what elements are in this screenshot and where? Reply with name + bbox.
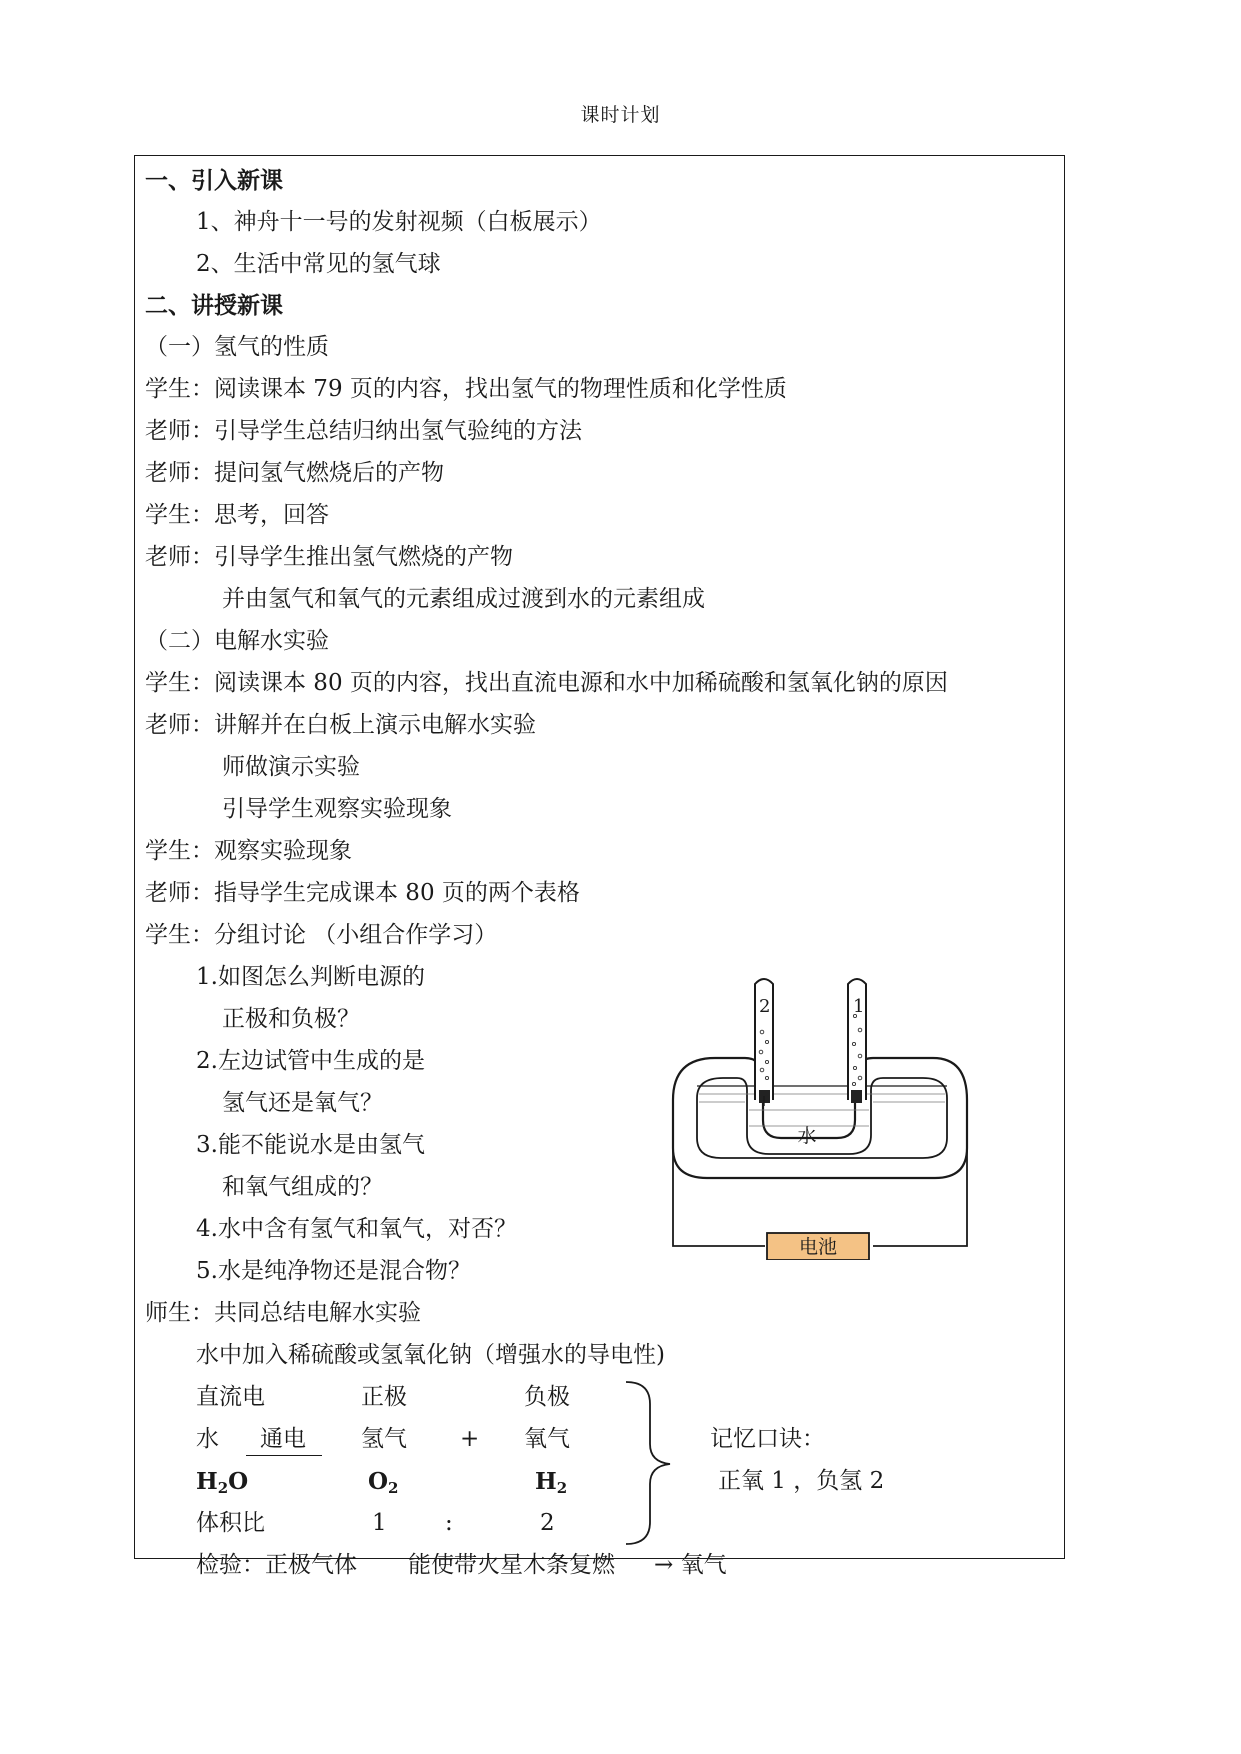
cell-outer-wall xyxy=(673,1058,967,1178)
check-label: 检验：正极气体 xyxy=(196,1552,357,1578)
cell-inner-wall xyxy=(697,1078,947,1158)
section-heading-teach: 二、讲授新课 xyxy=(145,292,283,319)
row4-ratio-2: 2 xyxy=(540,1510,555,1536)
row2-water: 水 xyxy=(196,1426,219,1452)
part2-line: 引导学生观察实验现象 xyxy=(222,796,452,822)
check-result: → 氧气 xyxy=(654,1552,727,1578)
part1-line: 并由氢气和氧气的元素组成过渡到水的元素组成 xyxy=(222,586,705,612)
question: 氢气还是氧气？ xyxy=(222,1090,383,1116)
part1-line: 老师：引导学生总结归纳出氢气验纯的方法 xyxy=(145,418,582,444)
part2-line: 学生：观察实验现象 xyxy=(145,838,352,864)
water-label: 水 xyxy=(797,1125,817,1147)
wire-right xyxy=(873,1120,967,1246)
formula-oxygen: $O_2$ xyxy=(368,1468,399,1497)
intro-item-1: 1、神舟十一号的发射视频（白板展示） xyxy=(196,209,602,235)
intro-item-2: 2、生活中常见的氢气球 xyxy=(196,251,441,277)
reaction-arrow-line xyxy=(246,1455,322,1456)
wire-left xyxy=(673,1120,765,1246)
part2-line: 老师：指导学生完成课本 80 页的两个表格 xyxy=(145,880,580,906)
row2-hydrogen: 氢气 xyxy=(361,1426,407,1452)
question: 3.能不能说水是由氢气 xyxy=(196,1132,425,1158)
part1-heading: （一）氢气的性质 xyxy=(145,334,329,360)
row2-oxygen: 氧气 xyxy=(524,1426,570,1452)
part1-line: 老师：提问氢气燃烧后的产物 xyxy=(145,460,444,486)
part1-line: 老师：引导学生推出氢气燃烧的产物 xyxy=(145,544,513,570)
electrolysis-diagram xyxy=(665,970,975,1260)
electrode-right xyxy=(851,1090,862,1103)
mnemonic-title: 记忆口诀： xyxy=(710,1426,825,1452)
question: 5.水是纯净物还是混合物？ xyxy=(196,1258,471,1284)
mnemonic: 正氧 1 ，负氢 2 xyxy=(718,1468,885,1494)
question: 正极和负极？ xyxy=(222,1006,360,1032)
summary-title: 师生：共同总结电解水实验 xyxy=(145,1300,421,1326)
row1-dc: 直流电 xyxy=(196,1384,265,1410)
battery-label: 电池 xyxy=(798,1236,838,1258)
check-method: 能使带火星木条复燃 xyxy=(408,1552,615,1578)
right-brace xyxy=(622,1378,678,1548)
tube-label-right: 1 xyxy=(853,996,865,1017)
row2-electrify: 通电 xyxy=(260,1426,306,1452)
part2-heading: （二）电解水实验 xyxy=(145,628,329,654)
question: 和氧气组成的？ xyxy=(222,1174,383,1200)
question: 2.左边试管中生成的是 xyxy=(196,1048,425,1074)
question: 4.水中含有氢气和氧气，对否？ xyxy=(196,1216,517,1242)
row4-colon: : xyxy=(445,1510,453,1536)
row1-positive: 正极 xyxy=(361,1384,407,1410)
tube-label-left: 2 xyxy=(759,996,771,1017)
question: 1.如图怎么判断电源的 xyxy=(196,964,425,990)
part1-line: 学生：阅读课本 79 页的内容，找出氢气的物理性质和化学性质 xyxy=(145,376,787,402)
part1-line: 学生：思考，回答 xyxy=(145,502,329,528)
part2-line: 老师：讲解并在白板上演示电解水实验 xyxy=(145,712,536,738)
part2-line: 学生：分组讨论 （小组合作学习） xyxy=(145,922,498,948)
row2-plus: + xyxy=(460,1426,480,1452)
part2-line: 学生：阅读课本 80 页的内容，找出直流电源和水中加稀硫酸和氢氧化钠的原因 xyxy=(145,670,948,696)
formula-hydrogen: $H_2$ xyxy=(535,1468,568,1497)
section-heading-intro: 一、引入新课 xyxy=(145,167,283,194)
page-title: 课时计划 xyxy=(580,104,661,126)
row4-ratio-1: 1 xyxy=(372,1510,387,1536)
summary-note: 水中加入稀硫酸或氢氧化钠（增强水的导电性) xyxy=(196,1342,665,1368)
formula-water: $H_2O$ xyxy=(196,1468,249,1497)
row1-negative: 负极 xyxy=(524,1384,570,1410)
part2-line: 师做演示实验 xyxy=(222,754,360,780)
row4-volume-ratio: 体积比 xyxy=(196,1510,265,1536)
